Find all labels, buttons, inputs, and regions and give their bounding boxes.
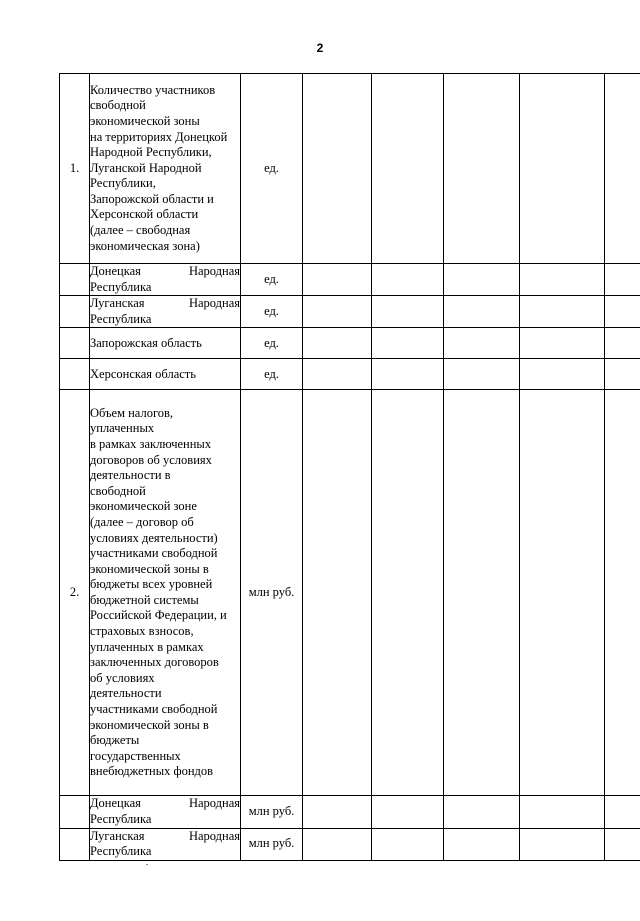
value-cell (372, 359, 444, 390)
value-cell (372, 74, 444, 264)
row-number (60, 828, 90, 860)
indicator-name: Херсонская область (90, 359, 241, 390)
table-row (60, 390, 640, 796)
name-line: Народной Республики, (90, 145, 212, 160)
name-line: свободной (90, 483, 146, 498)
value-cell (605, 359, 640, 390)
name-line: договоров об условиях (90, 452, 212, 467)
name-line: страховых взносов, (90, 624, 194, 639)
name-word: Донецкая (90, 796, 141, 811)
value-cell (605, 296, 640, 328)
value-cell (372, 264, 444, 296)
value-cell (303, 264, 372, 296)
table-row (60, 296, 640, 328)
value-cell (303, 828, 372, 860)
value-cell (444, 828, 520, 860)
value-cell (520, 796, 605, 828)
value-cell (303, 328, 372, 359)
value-cell (303, 359, 372, 390)
name-line: бюджетной системы (90, 592, 199, 607)
name-line: (далее – договор об (90, 514, 194, 529)
name-line: Объем налогов, (90, 405, 174, 420)
value-cell (520, 74, 605, 264)
name-line: в рамках заключенных (90, 436, 212, 451)
row-number (60, 359, 90, 390)
indicator-name (90, 796, 241, 828)
unit-cell: ед. (241, 264, 303, 296)
name-line: Херсонской области (90, 207, 199, 222)
table-row (60, 359, 640, 390)
value-cell (372, 328, 444, 359)
value-cell (444, 74, 520, 264)
name-line: Республика (90, 811, 152, 826)
indicator-name (90, 264, 241, 296)
value-cell (303, 390, 372, 796)
value-cell (303, 296, 372, 328)
row-number (60, 296, 90, 328)
name-word: Народная (188, 828, 240, 843)
value-cell (605, 74, 640, 264)
name-line: Республика (90, 279, 152, 294)
table-row (60, 828, 640, 860)
table-row (60, 796, 640, 828)
page-number: 2 (316, 41, 324, 55)
name-line: на территориях Донецкой (90, 129, 228, 144)
unit-cell: ед. (241, 74, 303, 264)
name-line: уплаченных (90, 421, 155, 436)
value-cell (520, 359, 605, 390)
row-number: 1. (60, 74, 90, 264)
value-cell (605, 828, 640, 860)
unit-cell: млн руб. (241, 390, 303, 796)
name-line: деятельности (90, 686, 162, 701)
name-word: Народная (188, 796, 240, 811)
value-cell (520, 296, 605, 328)
table-row (60, 328, 640, 359)
name-line: заключенных договоров (90, 655, 219, 670)
unit-cell: ед. (241, 359, 303, 390)
name-line: свободной (90, 98, 146, 113)
row-number: 2. (60, 390, 90, 796)
name-word: Народная (188, 296, 240, 311)
name-line: условиях деятельности) (90, 530, 218, 545)
value-cell (444, 264, 520, 296)
indicator-name (90, 390, 241, 796)
name-line: бюджеты (90, 733, 140, 748)
name-word: Народная (188, 264, 240, 278)
value-cell (520, 390, 605, 796)
name-word: Донецкая (90, 264, 141, 278)
value-cell (605, 390, 640, 796)
name-line: (далее – свободная (90, 223, 191, 238)
value-cell (520, 828, 605, 860)
row-number (60, 264, 90, 296)
row-number (60, 328, 90, 359)
name-line: Республика (90, 844, 152, 859)
name-line: Луганской Народной (90, 160, 202, 175)
name-line: экономической зоны в (90, 717, 209, 732)
value-cell (605, 264, 640, 296)
value-cell (444, 296, 520, 328)
value-cell (303, 796, 372, 828)
name-line: Запорожской области и (90, 191, 214, 206)
value-cell (605, 796, 640, 828)
name-line: уплаченных в рамках (90, 639, 204, 654)
indicator-name: Запорожская область (90, 328, 241, 359)
value-cell (520, 328, 605, 359)
indicator-name (90, 828, 241, 860)
name-line: Республики, (90, 176, 156, 191)
name-line: экономическая зона) (90, 238, 200, 253)
name-line: участниками свободной (90, 546, 218, 561)
value-cell (372, 796, 444, 828)
name-line: Республика (90, 311, 152, 326)
name-line: Российской Федерации, и (90, 608, 227, 623)
indicator-name (90, 74, 241, 264)
unit-cell: ед. (241, 328, 303, 359)
name-line: об условиях (90, 670, 155, 685)
value-cell (372, 390, 444, 796)
value-cell (372, 828, 444, 860)
name-line: участниками свободной (90, 702, 218, 717)
indicators-table (59, 73, 640, 861)
scan-artifact (146, 864, 148, 865)
name-line: Количество участников (90, 82, 216, 97)
indicator-name (90, 296, 241, 328)
table-row (60, 74, 640, 264)
value-cell (303, 74, 372, 264)
row-number (60, 796, 90, 828)
name-word: Луганская (90, 296, 145, 311)
name-line: деятельности в (90, 468, 171, 483)
name-line: внебюджетных фондов (90, 764, 214, 779)
name-line: бюджеты всех уровней (90, 577, 213, 592)
value-cell (605, 328, 640, 359)
value-cell (444, 390, 520, 796)
name-line: экономической зоны (90, 113, 200, 128)
table-row (60, 264, 640, 296)
name-line: экономической зоны в (90, 561, 209, 576)
value-cell (444, 328, 520, 359)
name-word: Луганская (90, 828, 145, 843)
value-cell (372, 296, 444, 328)
value-cell (444, 359, 520, 390)
unit-cell: млн руб. (241, 828, 303, 860)
value-cell (444, 796, 520, 828)
name-line: экономической зоне (90, 499, 197, 514)
name-line: государственных (90, 748, 181, 763)
unit-cell: млн руб. (241, 796, 303, 828)
value-cell (520, 264, 605, 296)
unit-cell: ед. (241, 296, 303, 328)
